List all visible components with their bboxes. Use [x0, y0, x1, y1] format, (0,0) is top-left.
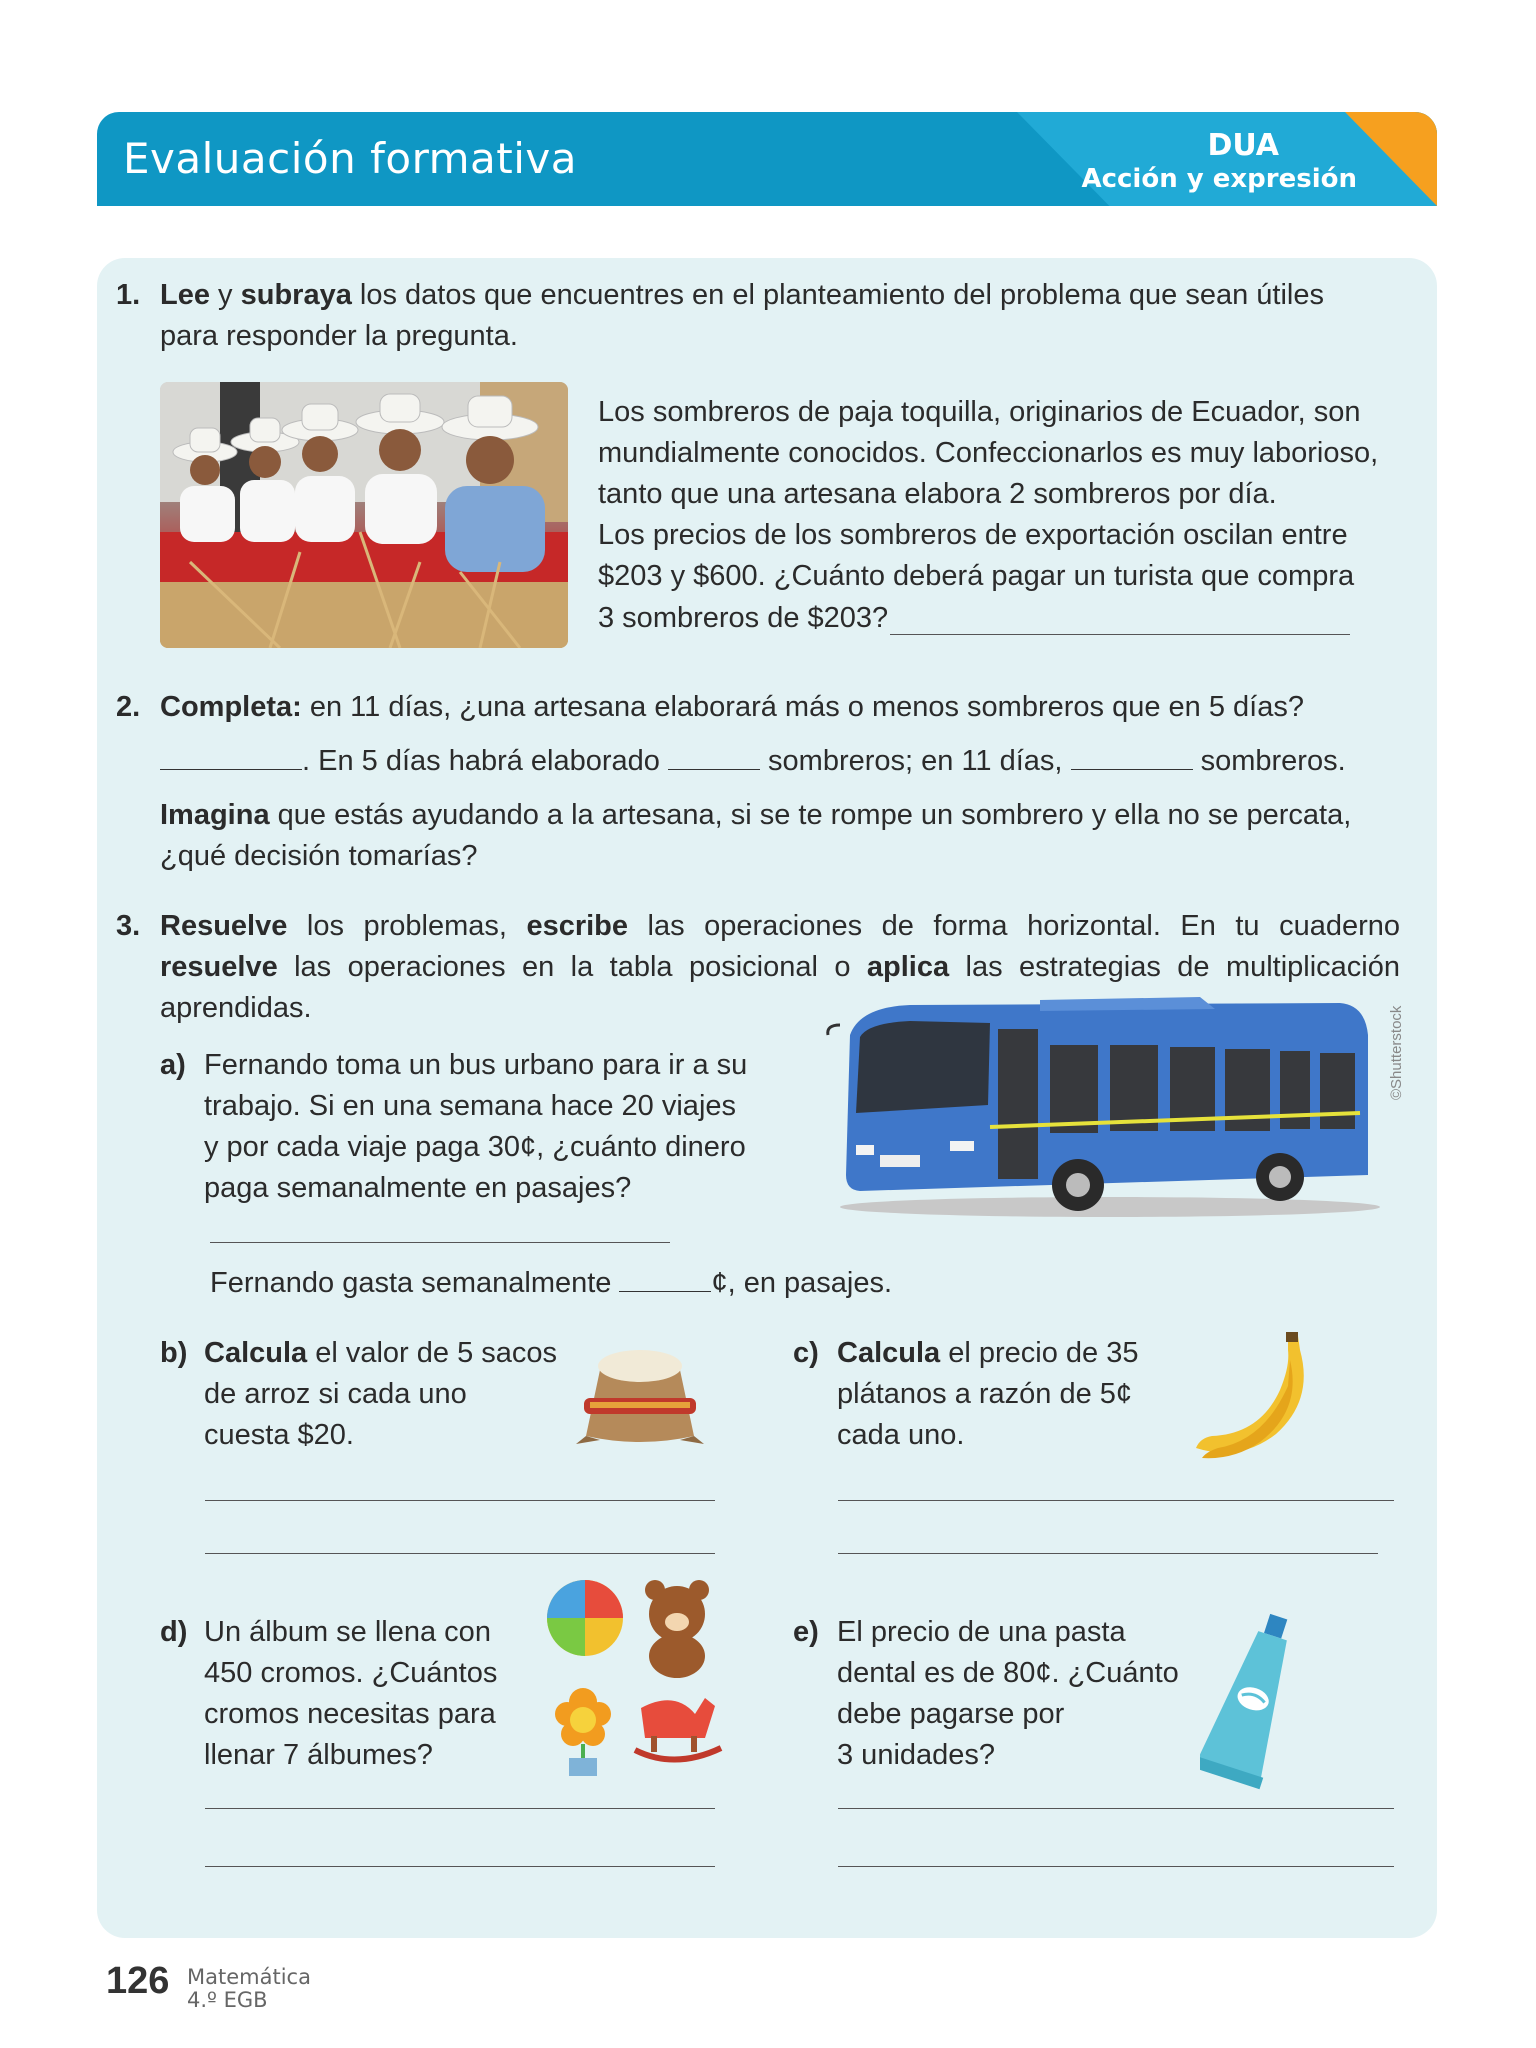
question-3a-label: a) [160, 1049, 186, 1081]
question-3e-line-4: 3 unidades? [837, 1739, 996, 1771]
question-3b-line-3: cuesta $20. [204, 1419, 354, 1451]
blank-5-days[interactable] [668, 740, 760, 770]
answer-line-q3e-1[interactable] [838, 1808, 1394, 1809]
bananas-image [1190, 1330, 1320, 1465]
blank-11-days[interactable] [1071, 740, 1193, 770]
bus-image [820, 995, 1380, 1225]
question-2-line-2: . En 5 días habrá elaborado sombreros; en 11 días, sombreros. [160, 740, 1400, 782]
question-3d-line-1: Un álbum se llena con [204, 1616, 491, 1648]
question-3c-line-2: plátanos a razón de 5¢ [837, 1378, 1133, 1410]
question-3-line-1: Resuelve los problemas, escribe las operaciones de forma horizontal. En tu cuaderno [160, 910, 1401, 942]
question-1-line-1: Lee y subraya los datos que encuentres en el planteamiento del problema que sean útiles [160, 279, 1324, 311]
question-3-line-2: resuelve las operaciones en la tabla posicional o aplica las estrategias de multiplicación [160, 951, 1401, 983]
answer-line-q3d-2[interactable] [205, 1866, 715, 1867]
passage-line-2: mundialmente conocidos. Confeccionarlos es muy laborioso, [598, 437, 1379, 469]
question-2-number: 2. [116, 691, 141, 723]
question-3d-line-3: cromos necesitas para [204, 1698, 496, 1730]
answer-line-q1[interactable] [890, 634, 1350, 635]
question-2-line-4: ¿qué decisión tomarías? [160, 840, 478, 872]
answer-line-q3b-2[interactable] [205, 1553, 715, 1554]
question-3c-line-1: Calcula el precio de 35 [837, 1337, 1139, 1369]
question-3b-line-1: Calcula el valor de 5 sacos [204, 1337, 558, 1369]
answer-line-q3b-1[interactable] [205, 1500, 715, 1501]
passage-line-4: Los precios de los sombreros de exportación oscilan entre [598, 519, 1348, 551]
toys-image [545, 1578, 725, 1778]
question-3c-label: c) [793, 1337, 819, 1369]
dua-subtitle: Acción y expresión [1081, 164, 1357, 194]
answer-line-q3c-1[interactable] [838, 1500, 1394, 1501]
question-2-line-1: Completa: en 11 días, ¿una artesana elaborará más o menos sombreros que en 5 días? [160, 691, 1304, 723]
passage-line-6: 3 sombreros de $203? [598, 602, 889, 634]
question-3c-line-3: cada uno. [837, 1419, 965, 1451]
dua-title: DUA [1207, 128, 1279, 163]
question-3d-line-2: 450 cromos. ¿Cuántos [204, 1657, 498, 1689]
subject-label: Matemática [187, 1965, 311, 1989]
question-3e-line-3: debe pagarse por [837, 1698, 1065, 1730]
page-title: Evaluación formativa [123, 134, 577, 183]
question-2-line-3: Imagina que estás ayudando a la artesana, si se te rompe un sombrero y ella no se percata, [160, 799, 1352, 831]
question-3e-line-1: El precio de una pasta [837, 1616, 1126, 1648]
grade-label: 4.º EGB [187, 1988, 268, 2012]
question-3e-line-2: dental es de 80¢. ¿Cuánto [837, 1657, 1179, 1689]
question-3a-line-4: paga semanalmente en pasajes? [204, 1172, 632, 1204]
answer-line-q3e-2[interactable] [838, 1866, 1394, 1867]
footer-subject [187, 1966, 311, 2012]
question-3a-line-1: Fernando toma un bus urbano para ir a su [204, 1049, 748, 1081]
question-3b-label: b) [160, 1337, 188, 1369]
question-3d-label: d) [160, 1616, 188, 1648]
artisans-photo [160, 382, 568, 648]
answer-line-q3c-2[interactable] [838, 1553, 1378, 1554]
passage-line-1: Los sombreros de paja toquilla, originarios de Ecuador, son [598, 396, 1361, 428]
question-3a-line-2: trabajo. Si en una semana hace 20 viajes [204, 1090, 737, 1122]
page-number: 126 [106, 1960, 170, 2002]
question-3a-line-3: y por cada viaje paga 30¢, ¿cuánto dinero [204, 1131, 746, 1163]
question-3a-answer-sentence: Fernando gasta semanalmente ¢, en pasajes. [210, 1262, 1010, 1304]
question-3b-line-2: de arroz si cada uno [204, 1378, 467, 1410]
question-3-number: 3. [116, 910, 141, 942]
question-3d-line-4: llenar 7 álbumes? [204, 1739, 433, 1771]
answer-line-q3a[interactable] [210, 1242, 670, 1243]
image-credit: ©Shutterstock [1388, 1005, 1405, 1100]
blank-more-less[interactable] [160, 740, 302, 770]
passage-line-3: tanto que una artesana elabora 2 sombreros por día. [598, 478, 1277, 510]
question-1-line-2: para responder la pregunta. [160, 320, 518, 352]
question-3e-label: e) [793, 1616, 819, 1648]
passage-line-5: $203 y $600. ¿Cuánto deberá pagar un turista que compra [598, 560, 1355, 592]
question-3-line-3: aprendidas. [160, 992, 312, 1024]
answer-line-q3d-1[interactable] [205, 1808, 715, 1809]
blank-weekly-amount[interactable] [619, 1262, 711, 1292]
header-banner [97, 112, 1437, 206]
toothpaste-image [1200, 1612, 1300, 1792]
question-1-number: 1. [116, 279, 141, 311]
rice-sack-image [570, 1340, 710, 1450]
